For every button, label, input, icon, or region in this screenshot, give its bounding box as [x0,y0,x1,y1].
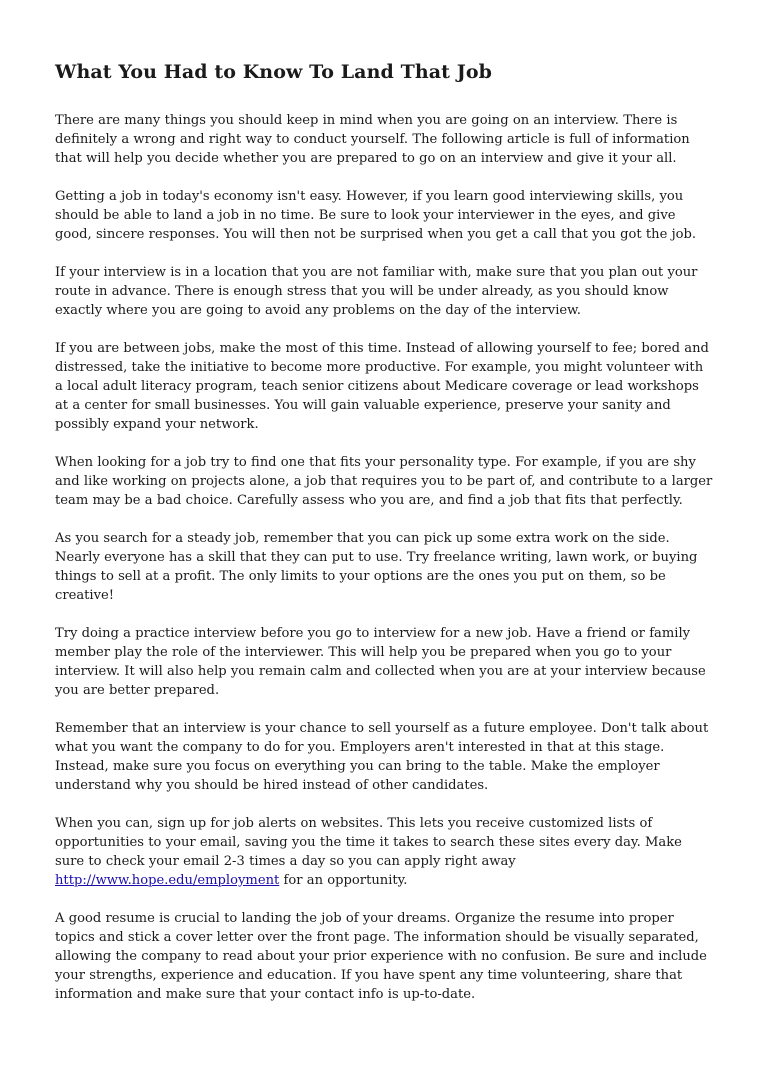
paragraph: A good resume is crucial to landing the job of your dreams. Organize the resume into proper topics and stick a cover letter over the front page. The information should be visually separated, allowing the company to read about your prior experience with no confusion. Be sure and include your strengths, experience and education. If you have spent any time volunteering, share that information and make sure that your contact info is up-to-date. [55,911,707,1002]
paragraph: Getting a job in today's economy isn't easy. However, if you learn good interviewing skills, you should be able to land a job in no time. Be sure to look your interviewer in the eyes, and give good, sincere responses. You will then not be surprised when you get a call that you got the job. [55,189,697,242]
paragraph: As you search for a steady job, remember that you can pick up some extra work on the side. Nearly everyone has a skill that they can put to use. Try freelance writing, lawn work, or buying things to sell at a profit. The only limits to your options are the ones you put on them, so be creative! [55,531,698,603]
paragraph: If your interview is in a location that you are not familiar with, make sure that you plan out your route in advance. There is enough stress that you will be under already, as you should know exactly where you are going to avoid any problems on the day of the interview. [55,265,698,318]
paragraph: There are many things you should keep in mind when you are going on an interview. There is definitely a wrong and right way to conduct yourself. The following article is full of information that will help you decide whether you are prepared to go on an interview and give it your all. [55,113,690,166]
paragraph: When looking for a job try to find one that fits your personality type. For example, if you are shy and like working on projects alone, a job that requires you to be part of, and contribute to a larger team may be a bad choice. Carefully assess who you are, and find a job that fits that perfectly. [55,455,713,508]
paragraph: Try doing a practice interview before you go to interview for a new job. Have a friend or family member play the role of the interviewer. This will help you be prepared when you go to your interview. It will also help you remain calm and collected when you are at your interview because you are better prepared. [55,626,706,698]
employment-link[interactable]: http://www.hope.edu/employment [55,873,280,888]
paragraph: If you are between jobs, make the most of this time. Instead of allowing yourself to fee; bored and distressed, take the initiative to become more productive. For example, you might volunteer with a local adult literacy program, teach senior citizens about Medicare coverage or lead workshops at a center for small businesses. You will gain valuable experience, preserve your sanity and possibly expand your network. [55,341,709,432]
paragraph: Remember that an interview is your chance to sell yourself as a future employee. Don't talk about what you want the company to do for you. Employers aren't interested in that at this stage. Instead, make sure you focus on everything you can bring to the table. Make the employer understand why you should be hired instead of other candidates. [55,721,709,793]
paragraph-text: for an opportunity. [279,873,408,888]
job-alerts-paragraph [55,814,713,890]
document-title: What You Had to Know To Land That Job [55,61,492,83]
paragraph-text: When you can, sign up for job alerts on websites. This lets you receive customized lists of opportunities to your email, saving you the time it takes to search these sites every day. Make sure to check your email 2-3 times a day so you can apply right away [55,816,682,869]
